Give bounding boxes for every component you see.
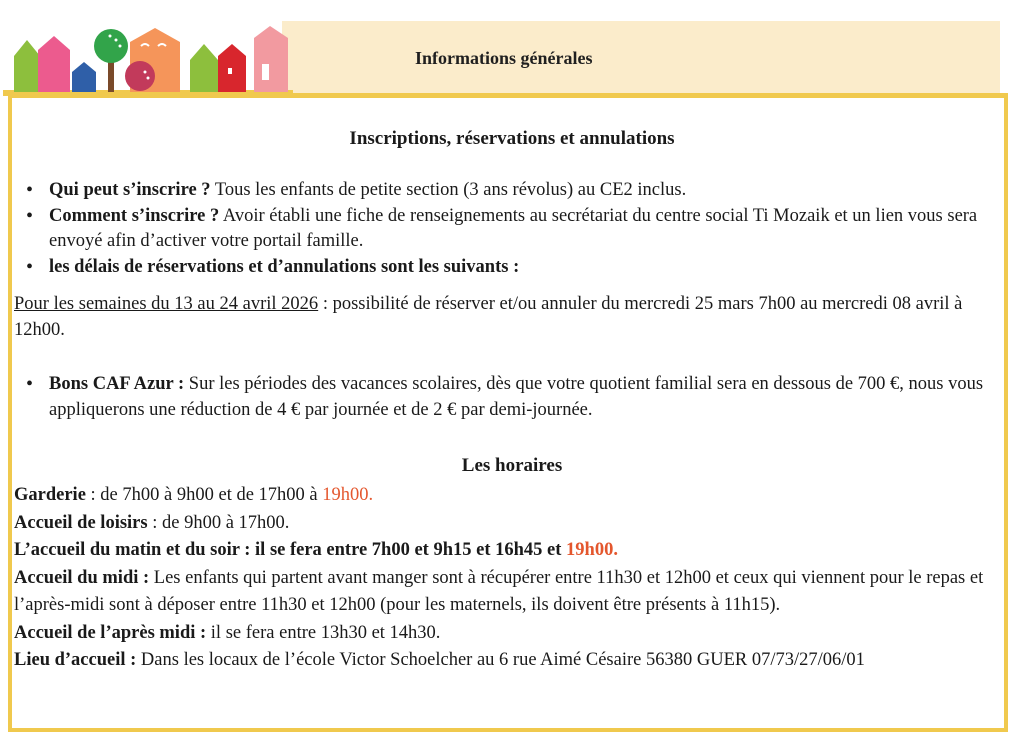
lieu-line: [14, 647, 1004, 675]
bullet-label: les délais de réservations et d’annulations sont les suivants :: [49, 256, 520, 277]
period-paragraph: [14, 292, 1004, 343]
period-text: : possibilité de réserver et/ou annuler du mercredi 25 mars 7h00 au mercredi 08 avril à 12h00.: [14, 294, 963, 340]
matin-highlight: 19h00.: [566, 540, 618, 560]
list-item: [24, 255, 999, 281]
loisirs-text: : de 9h00 à 17h00.: [147, 512, 290, 533]
list-item: [24, 204, 999, 255]
list-item: [24, 178, 999, 204]
apres-line: [14, 620, 1004, 648]
caf-label: Bons CAF Azur :: [49, 374, 185, 394]
bullet-text: Avoir établi une fiche de renseignements au secrétariat du centre social Ti Mozaik et un lien vous sera envoyé afin d’activer votre portail famille.: [49, 205, 978, 251]
header-title: Informations générales: [415, 48, 593, 68]
caf-list: [24, 372, 1004, 423]
bullet-text: Tous les enfants de petite section (3 ans révolus) au CE2 inclus.: [210, 180, 687, 200]
garderie-line: [14, 482, 1004, 510]
apres-text: il se fera entre 13h30 et 14h30.: [206, 622, 441, 643]
garderie-highlight: 19h00.: [322, 485, 374, 505]
loisirs-label: Accueil de loisirs: [14, 512, 148, 533]
header-bar: [282, 21, 1000, 93]
bullet-label: Comment s’inscrire ?: [49, 205, 220, 226]
horaires-block: [14, 482, 1004, 675]
lieu-text: Dans les locaux de l’école Victor Schoelcher au 6 rue Aimé Césaire 56380 GUER 07/73/27/06/01: [136, 650, 865, 670]
matin-label: L’accueil du matin et du soir : il se fera entre 7h00 et 9h15 et 16h45 et: [14, 540, 567, 560]
caf-text: Sur les périodes des vacances scolaires, dès que votre quotient familial sera en dessous de 700 €, nous vous appliquerons une réduction de 4 € par journée et de 2 € par demi-journée.: [49, 374, 984, 420]
loisirs-line: [14, 510, 1004, 538]
lieu-label: Lieu d’accueil :: [14, 650, 137, 670]
bullet-label: Qui peut s’inscrire ?: [49, 180, 211, 200]
section-title-horaires: Les horaires: [461, 455, 563, 476]
list-item: [24, 372, 1004, 423]
houses-illustration: [0, 0, 300, 100]
midi-label: Accueil du midi :: [14, 567, 150, 588]
period-label: Pour les semaines du 13 au 24 avril 2026: [14, 294, 319, 314]
garderie-text: : de 7h00 à 9h00 et de 17h00 à: [85, 485, 323, 505]
apres-label: Accueil de l’après midi :: [14, 622, 207, 643]
inscription-list: [24, 178, 999, 280]
midi-line: [14, 565, 1004, 620]
midi-text: Les enfants qui partent avant manger sont à récupérer entre 11h30 et 12h00 et ceux qui viennent pour le repas et l’après-midi sont à déposer entre 11h30 et 12h00 (pour les maternels, ils doivent être présents à 11h15).: [14, 567, 984, 615]
garderie-label: Garderie: [14, 485, 86, 505]
section-title-inscriptions: Inscriptions, réservations et annulations: [349, 128, 675, 149]
matin-line: [14, 537, 1004, 565]
